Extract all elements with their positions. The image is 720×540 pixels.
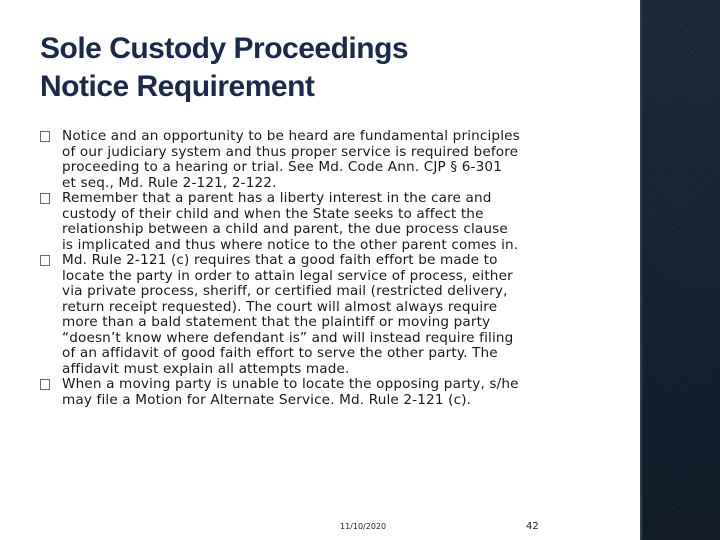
slide-number: 42 (526, 521, 539, 532)
bullet-line: via private process, sheriff, or certified mail (restricted delivery, (62, 283, 508, 299)
slide-title-line-1: Sole Custody Proceedings (40, 32, 409, 65)
bullet-line: more than a bald statement that the plaintiff or moving party (62, 314, 491, 330)
decorative-sidebar (640, 0, 720, 540)
bullet-line: affidavit must explain all attempts made. (62, 360, 350, 377)
sidebar-edge (640, 0, 642, 540)
square-bullet-icon (40, 255, 50, 266)
bullet-line: proceeding to a hearing or trial. See Md. Code Ann. CJP § 6-301 (62, 159, 502, 175)
bullet-line: Remember that a parent has a liberty interest in the care and (62, 190, 492, 206)
bullet-list (40, 129, 615, 408)
bullet-line: et seq., Md. Rule 2-121, 2-122. (62, 174, 277, 191)
bullet-item-1 (40, 129, 615, 191)
bullet-line: When a moving party is unable to locate the opposing party, s/he (62, 376, 519, 392)
bullet-line: custody of their child and when the State seeks to affect the (62, 205, 484, 222)
slide-title-line-2: Notice Requirement (40, 70, 315, 103)
slide-title (40, 30, 620, 106)
bullet-text-4 (62, 377, 615, 408)
bullet-line: “doesn’t know where defendant is” and will instead require filing (62, 329, 514, 346)
bullet-text-3 (62, 253, 615, 377)
bullet-line: relationship between a child and parent, the due process clause (62, 221, 508, 237)
bullet-item-3 (40, 253, 615, 377)
bullet-line: may file a Motion for Alternate Service. Md. Rule 2-121 (c). (62, 391, 472, 408)
square-bullet-icon (40, 193, 50, 204)
bullet-item-4 (40, 377, 615, 408)
bullet-line: return receipt requested). The court will almost always require (62, 298, 498, 315)
bullet-line: locate the party in order to attain legal service of process, either (62, 267, 513, 284)
bullet-line: of our judiciary system and thus proper service is required before (62, 143, 519, 160)
bullet-text-2 (62, 191, 615, 253)
bullet-item-2 (40, 191, 615, 253)
footer-date: 11/10/2020 (340, 522, 387, 531)
bullet-line: Notice and an opportunity to be heard are fundamental principles (62, 128, 520, 144)
square-bullet-icon (40, 379, 50, 390)
square-bullet-icon (40, 131, 50, 142)
bullet-line: is implicated and thus where notice to the other parent comes in. (62, 236, 519, 253)
bullet-text-1 (62, 129, 615, 191)
bullet-line: Md. Rule 2-121 (c) requires that a good faith effort be made to (62, 252, 498, 268)
bullet-line: of an affidavit of good faith effort to serve the other party. The (62, 345, 498, 361)
